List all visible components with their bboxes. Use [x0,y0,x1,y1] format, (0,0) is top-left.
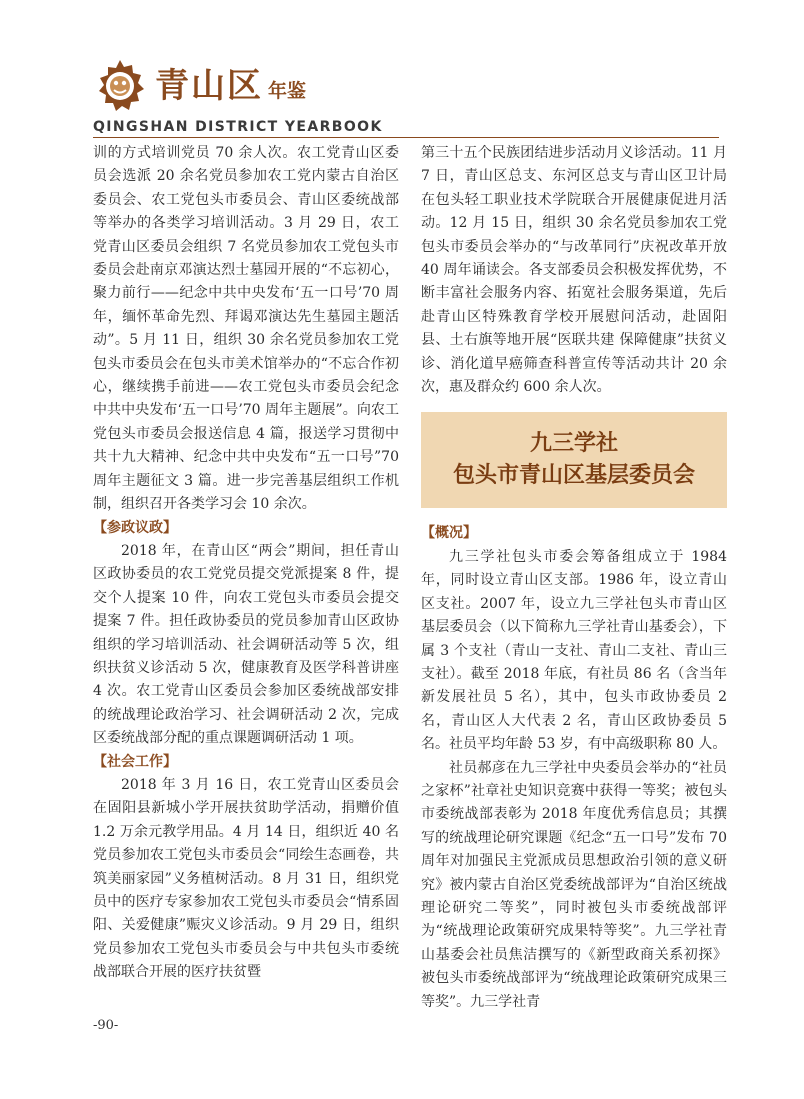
page-number: -90- [93,1018,119,1033]
yearbook-title-suffix: 年鉴 [268,80,307,102]
section-heading-overview: 【概况】 [421,525,477,542]
left-paragraph-1: 训的方式培训党员 70 余人次。农工党青山区委员会选派 20 余名党员参加农工党内蒙古自治区委员会、农工党包头市委员会、青山区委统战部等举办的各类学习培训活动。3 月 29 日，农工党青山区委员会组织 7 名党员参加农工党包头市委员会赴南京邓演达烈士墓园开展的“不忘初心，聚力前行——纪念中共中央发布‘五一口号’70 周年，缅怀革命先烈、拜谒邓演达先生墓园主题活动”。5 月 11 日，组织 30 余名党员参加农工党包头市委员会在包头市美术馆举办的“不忘合作初心，继续携手前进——农工党包头市委员会纪念中共中央发布‘五一口号’70 周年主题展”。向农工党包头市委员会报送信息 4 篇，报送学习贯彻中共十九大精神、纪念中共中央发布“五一口号”70 周年主题征文 3 篇。进一步完善基层组织工作机制，组织召开各类学习会 10 余次。 [93,145,399,513]
left-paragraph-3: 2018 年 3 月 16 日，农工党青山区委员会在固阳县新城小学开展扶贫助学活动，捐赠价值 1.2 万余元教学用品。4 月 14 日，组织近 40 名党员参加农工党包头市委员会“同绘生态画卷，共筑美丽家园”义务植树活动。8 月 31 日，组织党员中的医疗专家参加农工党包头市委员会“情系固阳、关爱健康”赈灾义诊活动。9 月 29 日，组织党员参加农工党包头市委员会与中共包头市委统战部联合开展的医疗扶贫暨 [93,776,399,981]
yearbook-english-title: QINGSHAN DISTRICT YEARBOOK [93,119,383,135]
banner-title-line-2: 包头市青山区基层委员会 [452,463,695,489]
yearbook-title: 青山区 [155,66,263,106]
yearbook-logo-icon [91,56,149,114]
banner-title-line-1: 九三学社 [529,431,618,457]
left-column [93,142,399,985]
right-paragraph-3: 社员郝彦在九三学社中央委员会举办的“社员之家杯”社章社史知识竞赛中获得一等奖；被包头市委统战部表彰为 2018 年度优秀信息员；其撰写的统战理论研究课题《纪念“五一口号”发布 70 周年对加强民主党派成员思想政治引领的意义研究》被内蒙古自治区党委统战部评为“自治区统战理论研究二等奖”，同时被包头市委统战部评为“统战理论政策研究成果特等奖”。九三学社青山基委会社员焦洁撰写的《新型政商关系初探》被包头市委统战部评为“统战理论政策研究成果三等奖”。九三学社青 [421,759,727,1010]
section-heading-social-work: 【社会工作】 [93,753,177,770]
left-paragraph-2: 2018 年，在青山区“两会”期间，担任青山区政协委员的农工党党员提交党派提案 8 件，提交个人提案 10 件，向农工党包头市委员会提交提案 7 件。担任政协委员的党员参加青山区政协组织的学习培训活动、社会调研活动等 5 次，组织扶贫义诊活动 5 次，健康教育及医学科普讲座 4 次。农工党青山区委员会参加区委统战部安排的统战理论政治学习、社会调研活动 2 次，完成区委统战部分配的重点课题调研活动 1 项。 [93,542,399,747]
right-paragraph-1: 第三十五个民族团结进步活动月义诊活动。11 月 7 日，青山区总支、东河区总支与青山区卫计局在包头轻工职业技术学院联合开展健康促进月活动。12 月 15 日，组织 30 余名党员参加农工党包头市委员会举办的“与改革同行”庆祝改革开放 40 周年诵读会。各支部委员会积极发挥优势，不断丰富社会服务内容、拓宽社会服务渠道，先后赴青山区特殊教育学校开展慰问活动，赴固阳县、土右旗等地开展“医联共建 保障健康”扶贫义诊、消化道早癌筛查科普宣传等活动共计 20 余次，惠及群众约 600 余人次。 [421,145,727,396]
right-paragraph-2: 九三学社包头市委会筹备组成立于 1984 年，同时设立青山区支部。1986 年，设立青山区支社。2007 年，设立九三学社包头市青山区基层委员会（以下简称九三学社青山基委会），下属 3 个支社（青山一支社、青山二支社、青山三支社）。截至 2018 年底，有社员 86 名（含当年新发展社员 5 名），其中，包头市政协委员 2 名，青山区人大代表 2 名，青山区政协委员 5 名。社员平均年龄 53 岁，有中高级职称 80 人。 [421,548,727,753]
header-divider [93,137,719,138]
section-heading-participation: 【参政议政】 [93,519,177,536]
section-banner [421,412,727,508]
page-header [0,0,804,140]
right-column [421,142,727,1014]
